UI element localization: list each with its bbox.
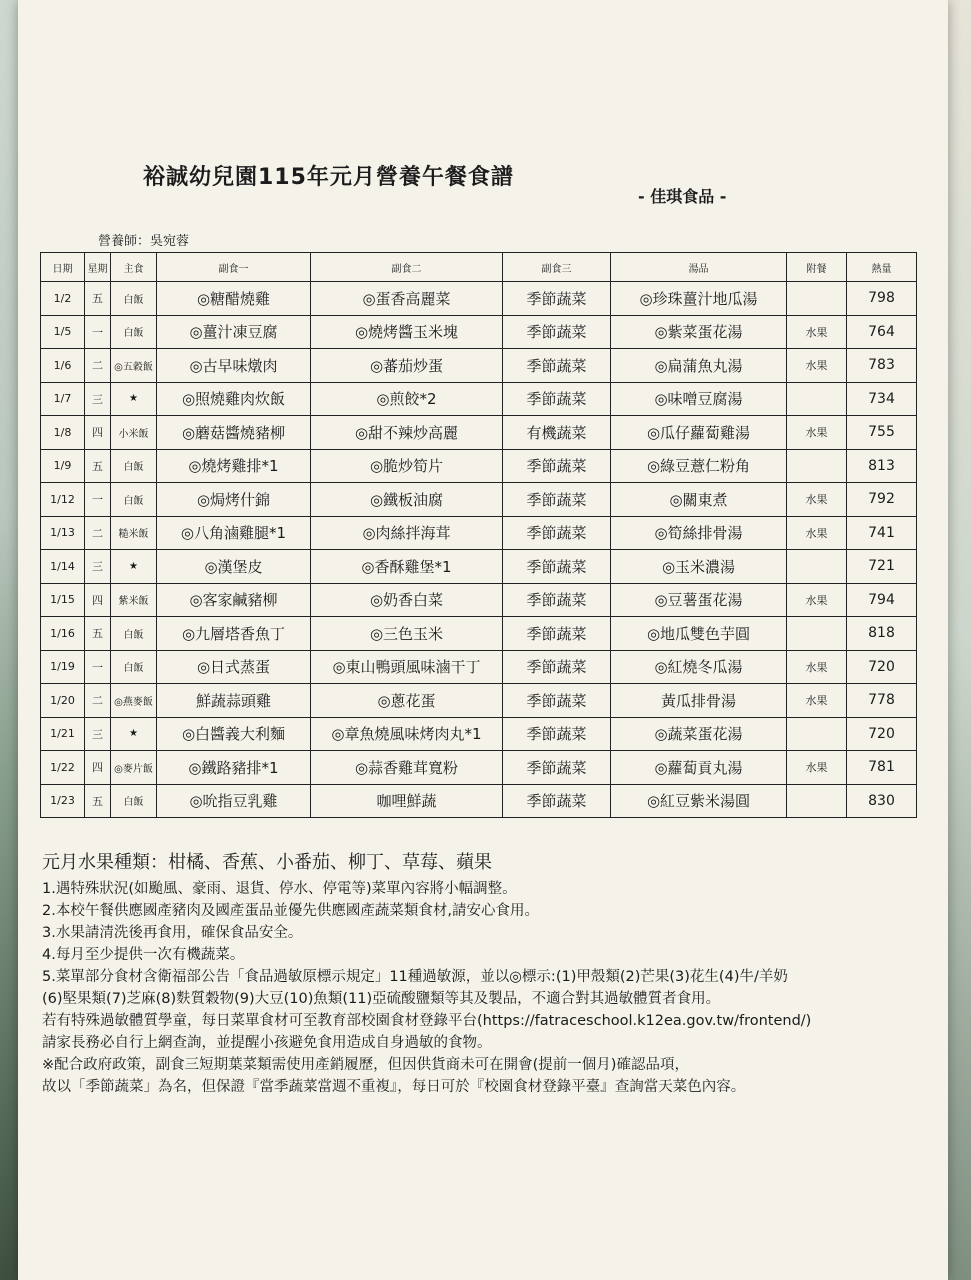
cell-date: 1/5 bbox=[41, 315, 85, 349]
cell-weekday: 五 bbox=[85, 449, 111, 483]
cell-weekday: 四 bbox=[85, 751, 111, 785]
cell-side2: ◎肉絲拌海茸 bbox=[311, 516, 503, 550]
cell-weekday: 一 bbox=[85, 315, 111, 349]
cell-calories: 778 bbox=[847, 684, 917, 718]
cell-date: 1/13 bbox=[41, 516, 85, 550]
cell-extra bbox=[787, 449, 847, 483]
cell-staple: 小米飯 bbox=[111, 416, 157, 450]
cell-side3: 季節蔬菜 bbox=[503, 650, 611, 684]
cell-side1: ◎客家鹹豬柳 bbox=[157, 583, 311, 617]
cell-soup: 黃瓜排骨湯 bbox=[611, 684, 787, 718]
note-lines bbox=[42, 878, 942, 1098]
cell-side1: ◎焗烤什錦 bbox=[157, 483, 311, 517]
cell-calories: 813 bbox=[847, 449, 917, 483]
cell-calories: 781 bbox=[847, 751, 917, 785]
cell-calories: 764 bbox=[847, 315, 917, 349]
cell-side2: ◎蔥花蛋 bbox=[311, 684, 503, 718]
cell-side2: ◎脆炒筍片 bbox=[311, 449, 503, 483]
cell-extra: 水果 bbox=[787, 751, 847, 785]
cell-side1: ◎照燒雞肉炊飯 bbox=[157, 382, 311, 416]
cell-side1: ◎蘑菇醬燒豬柳 bbox=[157, 416, 311, 450]
cell-staple: 糙米飯 bbox=[111, 516, 157, 550]
note-line: 2.本校午餐供應國產豬肉及國產蛋品並優先供應國產蔬菜類食材,請安心食用。 bbox=[42, 903, 539, 919]
cell-calories: 734 bbox=[847, 382, 917, 416]
table-row bbox=[41, 449, 917, 483]
cell-date: 1/22 bbox=[41, 751, 85, 785]
cell-date: 1/7 bbox=[41, 382, 85, 416]
header-side2: 副食二 bbox=[311, 253, 503, 282]
cell-side3: 有機蔬菜 bbox=[503, 416, 611, 450]
cell-staple: ◎麥片飯 bbox=[111, 751, 157, 785]
cell-soup: ◎紅燒冬瓜湯 bbox=[611, 650, 787, 684]
cell-extra: 水果 bbox=[787, 650, 847, 684]
cell-weekday: 三 bbox=[85, 550, 111, 584]
cell-staple: 白飯 bbox=[111, 449, 157, 483]
cell-date: 1/12 bbox=[41, 483, 85, 517]
table-row bbox=[41, 784, 917, 818]
cell-side2: ◎香酥雞堡*1 bbox=[311, 550, 503, 584]
table-row bbox=[41, 282, 917, 316]
cell-soup: ◎瓜仔蘿蔔雞湯 bbox=[611, 416, 787, 450]
cell-side1: ◎古早味燉肉 bbox=[157, 349, 311, 383]
cell-side3: 季節蔬菜 bbox=[503, 583, 611, 617]
cell-soup: ◎筍絲排骨湯 bbox=[611, 516, 787, 550]
cell-soup: ◎玉米濃湯 bbox=[611, 550, 787, 584]
table-row bbox=[41, 550, 917, 584]
cell-side1: ◎八角滷雞腿*1 bbox=[157, 516, 311, 550]
menu-table bbox=[40, 252, 917, 818]
cell-side2: ◎鐵板油腐 bbox=[311, 483, 503, 517]
supplier-name: - 佳琪食品 - bbox=[638, 187, 727, 206]
cell-extra bbox=[787, 717, 847, 751]
cell-side2: ◎煎餃*2 bbox=[311, 382, 503, 416]
cell-calories: 794 bbox=[847, 583, 917, 617]
cell-side3: 季節蔬菜 bbox=[503, 550, 611, 584]
cell-weekday: 一 bbox=[85, 650, 111, 684]
cell-side2: ◎章魚燒風味烤肉丸*1 bbox=[311, 717, 503, 751]
cell-calories: 720 bbox=[847, 650, 917, 684]
menu-table-body bbox=[41, 282, 917, 818]
note-line: 請家長務必自行上網查詢，並提醒小孩避免食用造成自身過敏的食物。 bbox=[42, 1035, 492, 1051]
cell-calories: 755 bbox=[847, 416, 917, 450]
cell-calories: 783 bbox=[847, 349, 917, 383]
cell-soup: ◎紫菜蛋花湯 bbox=[611, 315, 787, 349]
cell-soup: ◎味噌豆腐湯 bbox=[611, 382, 787, 416]
cell-side3: 季節蔬菜 bbox=[503, 684, 611, 718]
cell-staple: ◎燕麥飯 bbox=[111, 684, 157, 718]
cell-staple: 白飯 bbox=[111, 315, 157, 349]
table-header-row bbox=[41, 253, 917, 282]
cell-side1: ◎九層塔香魚丁 bbox=[157, 617, 311, 651]
cell-calories: 741 bbox=[847, 516, 917, 550]
header-extra: 附餐 bbox=[787, 253, 847, 282]
cell-date: 1/14 bbox=[41, 550, 85, 584]
cell-calories: 818 bbox=[847, 617, 917, 651]
cell-side3: 季節蔬菜 bbox=[503, 751, 611, 785]
cell-extra: 水果 bbox=[787, 416, 847, 450]
cell-side1: ◎糖醋燒雞 bbox=[157, 282, 311, 316]
cell-staple: ★ bbox=[111, 382, 157, 416]
cell-side1: ◎日式蒸蛋 bbox=[157, 650, 311, 684]
cell-calories: 792 bbox=[847, 483, 917, 517]
cell-side3: 季節蔬菜 bbox=[503, 349, 611, 383]
table-row bbox=[41, 751, 917, 785]
note-line: (6)堅果類(7)芝麻(8)麩質穀物(9)大豆(10)魚類(11)亞硫酸鹽類等其及製品，不適合對其過敏體質者食用。 bbox=[42, 991, 721, 1007]
cell-side1: ◎白醬義大利麵 bbox=[157, 717, 311, 751]
cell-side3: 季節蔬菜 bbox=[503, 315, 611, 349]
header-side3: 副食三 bbox=[503, 253, 611, 282]
cell-date: 1/21 bbox=[41, 717, 85, 751]
cell-side3: 季節蔬菜 bbox=[503, 717, 611, 751]
cell-side2: ◎甜不辣炒高麗 bbox=[311, 416, 503, 450]
cell-side1: ◎漢堡皮 bbox=[157, 550, 311, 584]
cell-staple: 紫米飯 bbox=[111, 583, 157, 617]
menu-sheet bbox=[18, 0, 948, 1280]
cell-weekday: 五 bbox=[85, 784, 111, 818]
table-row bbox=[41, 617, 917, 651]
cell-side2: ◎燒烤醬玉米塊 bbox=[311, 315, 503, 349]
cell-date: 1/2 bbox=[41, 282, 85, 316]
table-row bbox=[41, 650, 917, 684]
table-row bbox=[41, 483, 917, 517]
cell-staple: 白飯 bbox=[111, 650, 157, 684]
header-weekday: 星期 bbox=[85, 253, 111, 282]
cell-weekday: 四 bbox=[85, 416, 111, 450]
table-row bbox=[41, 382, 917, 416]
note-line: 1.遇特殊狀況(如颱風、豪雨、退貨、停水、停電等)菜單內容將小幅調整。 bbox=[42, 881, 517, 897]
cell-side1: ◎鐵路豬排*1 bbox=[157, 751, 311, 785]
cell-soup: ◎蘿蔔貢丸湯 bbox=[611, 751, 787, 785]
cell-calories: 721 bbox=[847, 550, 917, 584]
cell-side2: ◎蕃茄炒蛋 bbox=[311, 349, 503, 383]
cell-extra bbox=[787, 382, 847, 416]
cell-extra: 水果 bbox=[787, 483, 847, 517]
cell-side3: 季節蔬菜 bbox=[503, 282, 611, 316]
table-row bbox=[41, 516, 917, 550]
cell-soup: ◎扁蒲魚丸湯 bbox=[611, 349, 787, 383]
cell-staple: ★ bbox=[111, 550, 157, 584]
table-row bbox=[41, 416, 917, 450]
cell-extra bbox=[787, 617, 847, 651]
cell-staple: ◎五穀飯 bbox=[111, 349, 157, 383]
header-date: 日期 bbox=[41, 253, 85, 282]
cell-staple: 白飯 bbox=[111, 617, 157, 651]
cell-weekday: 二 bbox=[85, 516, 111, 550]
table-row bbox=[41, 315, 917, 349]
cell-side2: 咖哩鮮蔬 bbox=[311, 784, 503, 818]
table-row bbox=[41, 349, 917, 383]
note-line: 5.菜單部分食材含衛福部公告「食品過敏原標示規定」11種過敏源，並以◎標示:(1)甲殼類(2)芒果(3)花生(4)牛/羊奶 bbox=[42, 969, 788, 985]
note-line: 4.每月至少提供一次有機蔬菜。 bbox=[42, 947, 245, 963]
cell-extra: 水果 bbox=[787, 315, 847, 349]
dietitian-label: 營養師：吳宛蓉 bbox=[98, 234, 190, 249]
header-soup: 湯品 bbox=[611, 253, 787, 282]
cell-date: 1/8 bbox=[41, 416, 85, 450]
cell-staple: ★ bbox=[111, 717, 157, 751]
header-staple: 主食 bbox=[111, 253, 157, 282]
cell-date: 1/19 bbox=[41, 650, 85, 684]
cell-weekday: 一 bbox=[85, 483, 111, 517]
cell-staple: 白飯 bbox=[111, 784, 157, 818]
cell-side3: 季節蔬菜 bbox=[503, 382, 611, 416]
cell-soup: ◎地瓜雙色芋圓 bbox=[611, 617, 787, 651]
cell-side3: 季節蔬菜 bbox=[503, 784, 611, 818]
cell-side1: ◎吮指豆乳雞 bbox=[157, 784, 311, 818]
header-side1: 副食一 bbox=[157, 253, 311, 282]
cell-extra: 水果 bbox=[787, 583, 847, 617]
cell-date: 1/9 bbox=[41, 449, 85, 483]
header-calories: 熱量 bbox=[847, 253, 917, 282]
cell-side2: ◎蛋香高麗菜 bbox=[311, 282, 503, 316]
table-row bbox=[41, 583, 917, 617]
cell-extra: 水果 bbox=[787, 684, 847, 718]
note-line: 3.水果請清洗後再食用，確保食品安全。 bbox=[42, 925, 303, 941]
cell-weekday: 二 bbox=[85, 684, 111, 718]
table-row bbox=[41, 717, 917, 751]
cell-weekday: 二 bbox=[85, 349, 111, 383]
cell-weekday: 三 bbox=[85, 382, 111, 416]
cell-side2: ◎奶香白菜 bbox=[311, 583, 503, 617]
cell-weekday: 五 bbox=[85, 617, 111, 651]
cell-date: 1/23 bbox=[41, 784, 85, 818]
cell-extra bbox=[787, 282, 847, 316]
note-line: ※配合政府政策，副食三短期葉菜類需使用產銷履歷，但因供貨商未可在開會(提前一個月)確認品項， bbox=[42, 1057, 689, 1073]
cell-extra: 水果 bbox=[787, 516, 847, 550]
title-area bbox=[143, 160, 903, 206]
cell-soup: ◎珍珠薑汁地瓜湯 bbox=[611, 282, 787, 316]
cell-side2: ◎蒜香雞茸寬粉 bbox=[311, 751, 503, 785]
cell-soup: ◎豆薯蛋花湯 bbox=[611, 583, 787, 617]
cell-date: 1/6 bbox=[41, 349, 85, 383]
cell-staple: 白飯 bbox=[111, 282, 157, 316]
cell-extra bbox=[787, 784, 847, 818]
note-line: 若有特殊過敏體質學童，每日菜單食材可至教育部校園食材登錄平台(https://fatraceschool.k12ea.gov.tw/frontend/) bbox=[42, 1013, 812, 1029]
cell-weekday: 四 bbox=[85, 583, 111, 617]
notes-section bbox=[42, 848, 942, 1098]
cell-calories: 720 bbox=[847, 717, 917, 751]
cell-side3: 季節蔬菜 bbox=[503, 483, 611, 517]
cell-soup: ◎紅豆紫米湯圓 bbox=[611, 784, 787, 818]
cell-date: 1/16 bbox=[41, 617, 85, 651]
cell-staple: 白飯 bbox=[111, 483, 157, 517]
page-title: 裕誠幼兒園115年元月營養午餐食譜 bbox=[143, 165, 514, 190]
cell-date: 1/15 bbox=[41, 583, 85, 617]
cell-weekday: 三 bbox=[85, 717, 111, 751]
cell-side1: 鮮蔬蒜頭雞 bbox=[157, 684, 311, 718]
cell-side2: ◎三色玉米 bbox=[311, 617, 503, 651]
cell-soup: ◎關東煮 bbox=[611, 483, 787, 517]
cell-soup: ◎綠豆薏仁粉角 bbox=[611, 449, 787, 483]
cell-side1: ◎燒烤雞排*1 bbox=[157, 449, 311, 483]
cell-side3: 季節蔬菜 bbox=[503, 617, 611, 651]
cell-weekday: 五 bbox=[85, 282, 111, 316]
cell-extra: 水果 bbox=[787, 349, 847, 383]
cell-extra bbox=[787, 550, 847, 584]
cell-side3: 季節蔬菜 bbox=[503, 449, 611, 483]
cell-date: 1/20 bbox=[41, 684, 85, 718]
cell-side2: ◎東山鴨頭風味滷干丁 bbox=[311, 650, 503, 684]
cell-calories: 830 bbox=[847, 784, 917, 818]
fruit-note: 元月水果種類：柑橘、香蕉、小番茄、柳丁、草莓、蘋果 bbox=[42, 852, 492, 873]
cell-side3: 季節蔬菜 bbox=[503, 516, 611, 550]
cell-calories: 798 bbox=[847, 282, 917, 316]
cell-side1: ◎薑汁凍豆腐 bbox=[157, 315, 311, 349]
cell-soup: ◎蔬菜蛋花湯 bbox=[611, 717, 787, 751]
note-line: 故以「季節蔬菜」為名，但保證『當季蔬菜當週不重複』，每日可於『校園食材登錄平臺』查詢當天菜色內容。 bbox=[42, 1079, 746, 1095]
table-row bbox=[41, 684, 917, 718]
